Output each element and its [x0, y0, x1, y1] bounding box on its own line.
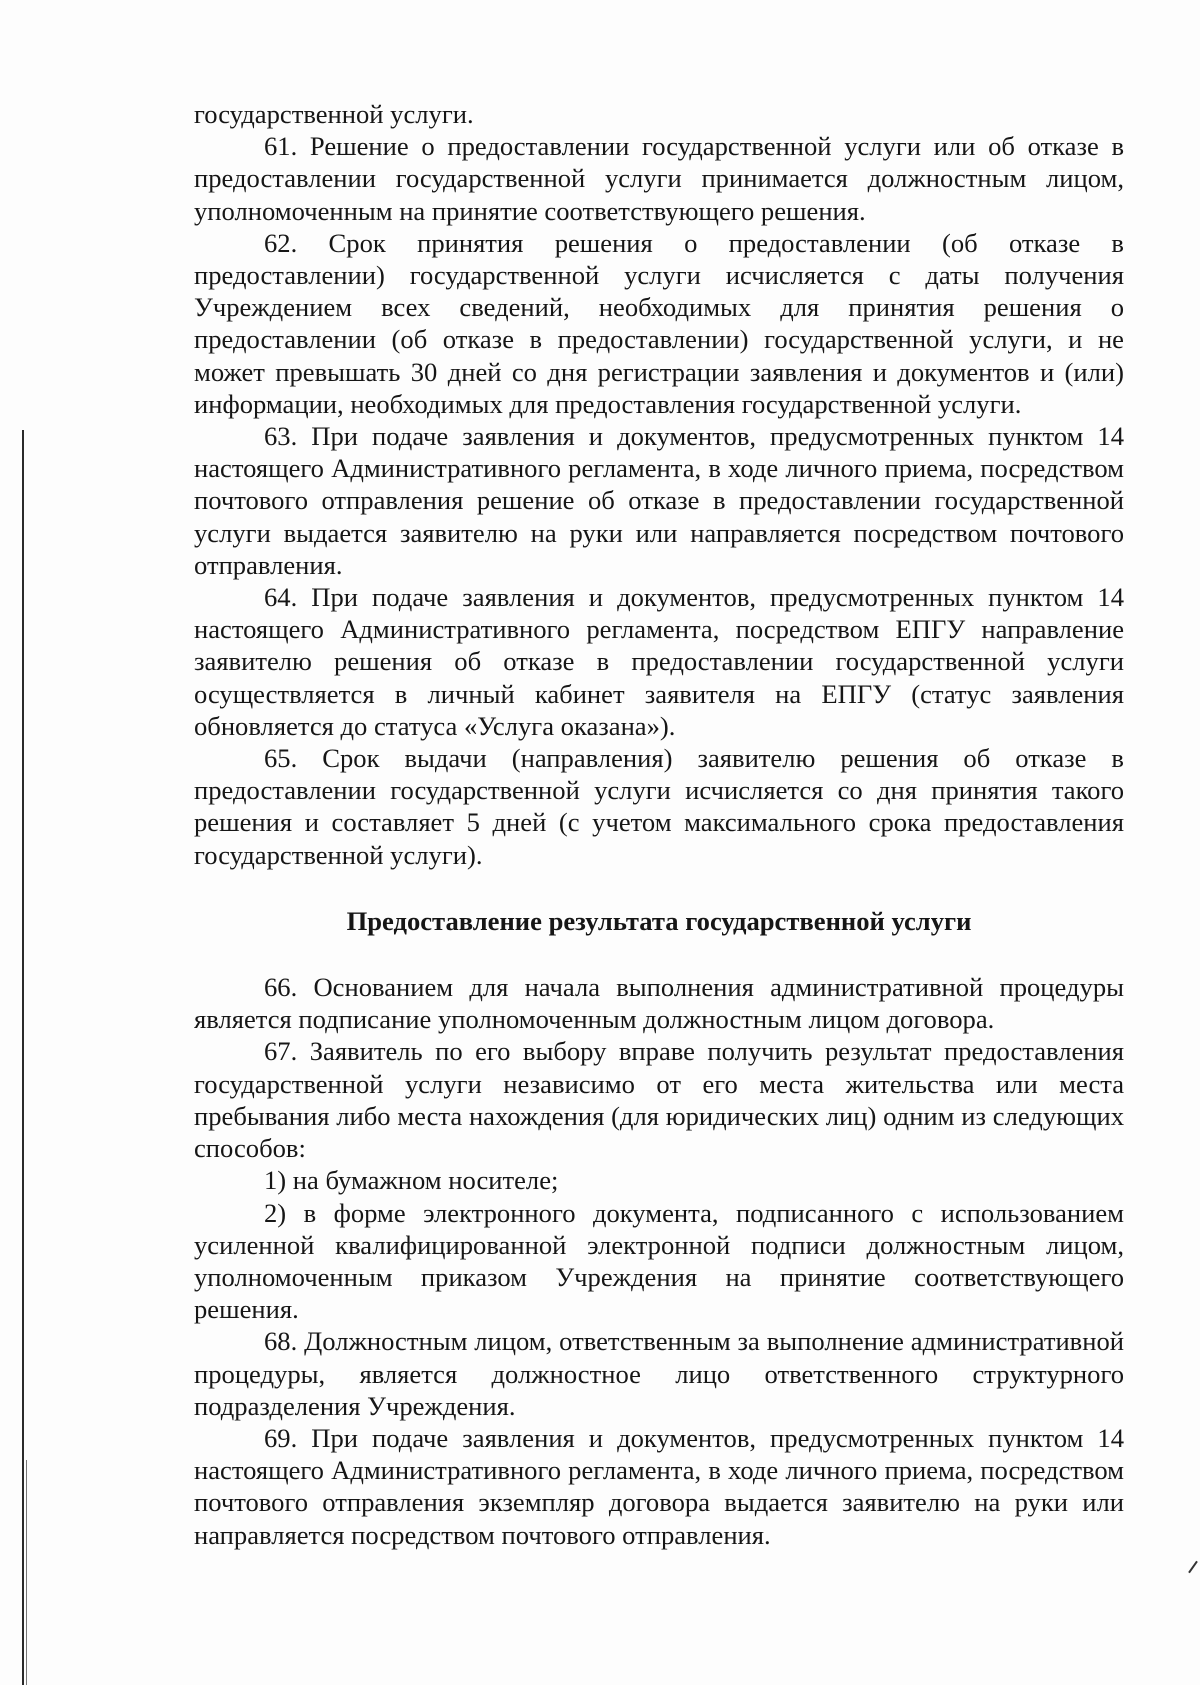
paragraph-65: 65. Срок выдачи (направления) заявителю решения об отказе в предоставлении государственной услуги исчисляется со дня принятия такого решения и составляет 5 дней (с учетом максимального срока предоставления государственной услуги).	[194, 743, 1124, 870]
scan-artifact-mark	[1188, 1561, 1198, 1574]
paragraph-62: 62. Срок принятия решения о предоставлении (об отказе в предоставлении) государственной услуги исчисляется с даты получения Учреждением всех сведений, необходимых для принятия решения о предоставлении (об отказе в предоставлении) государственной услуги, и не может превышать 30 дней со дня регистрации заявления и документов и (или) информации, необходимых для предоставления государственной услуги.	[194, 227, 1124, 419]
list-item-2: 2) в форме электронного документа, подписанного с использованием усиленной квалифицированной электронной подписи должностным лицом, уполномоченным приказом Учреждения на принятие соответствующего решения.	[194, 1197, 1124, 1325]
document-text	[194, 98, 1124, 1551]
paragraph-64: 64. При подаче заявления и документов, предусмотренных пунктом 14 настоящего Административного регламента, посредством ЕПГУ направление заявителю решения об отказе в предоставлении государственной услуги осуществляется в личный кабинет заявителя на ЕПГУ (статус заявления обновляется до статуса «Услуга оказана»).	[194, 582, 1124, 741]
scan-edge-line	[22, 430, 24, 1685]
paragraph-continuation: государственной услуги.	[194, 99, 474, 129]
paragraph-66: 66. Основанием для начала выполнения административной процедуры является подписание уполномоченным должностным лицом договора.	[194, 972, 1124, 1035]
paragraph-63: 63. При подаче заявления и документов, предусмотренных пунктом 14 настоящего Административного регламента, в ходе личного приема, посредством почтового отправления решение об отказе в предоставлении государственной услуги выдается заявителю на руки или направляется посредством почтового отправления.	[194, 421, 1124, 580]
paragraph-61: 61. Решение о предоставлении государственной услуги или об отказе в предоставлении государственной услуги принимается должностным лицом, уполномоченным на принятие соответствующего решения.	[194, 131, 1124, 226]
paragraph-68: 68. Должностным лицом, ответственным за выполнение административной процедуры, является должностное лицо ответственного структурного подразделения Учреждения.	[194, 1326, 1124, 1421]
scan-edge-line-faint	[26, 1460, 27, 1685]
paragraph-69: 69. При подаче заявления и документов, предусмотренных пунктом 14 настоящего Административного регламента, в ходе личного приема, посредством почтового отправления экземпляр договора выдается заявителю на руки или направляется посредством почтового отправления.	[194, 1422, 1124, 1550]
list-item-1: 1) на бумажном носителе;	[264, 1165, 559, 1196]
section-heading: Предоставление результата государственной услуги	[346, 905, 972, 936]
paragraph-67: 67. Заявитель по его выбору вправе получить результат предоставления государственной услуги независимо от его места жительства или места пребывания либо места нахождения (для юридических лиц) одним из следующих способов:	[194, 1036, 1124, 1164]
